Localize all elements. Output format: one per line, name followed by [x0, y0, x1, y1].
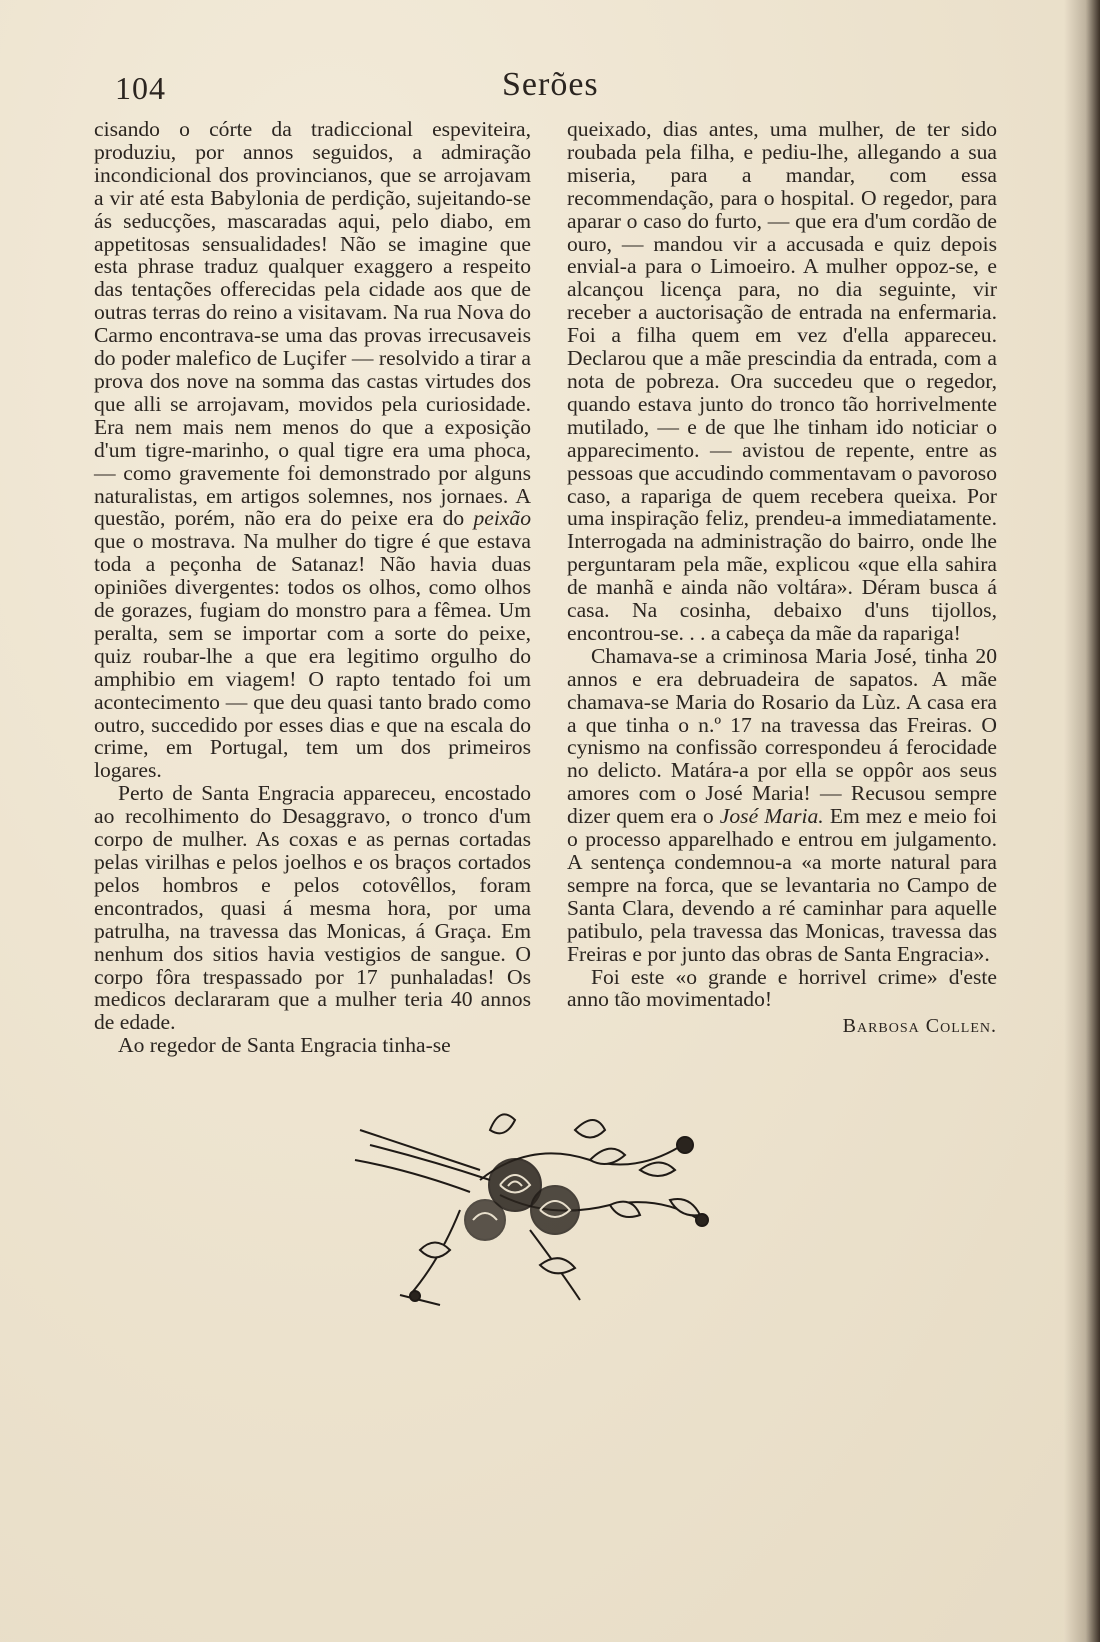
left-p1-text: cisando o córte da tradiccional espeviteira, produziu, por annos seguidos, a admiração incondicional dos provincianos, que se arrojavam a vir até esta Babylonia de perdição, sujeitando-se ás seducções, mascaradas aqui, pelo diabo, em appetitosas sensualidades! Não se imagine que esta phrase traduz qualquer exaggero a respeito das tentações offerecidas pela cidade aos que de outras terras do reino a visitavam. Na rua Nova do Carmo encontrava-se uma das provas irrecusaveis do poder malefico de Luçifer — resolvido a tirar a prova dos nove na somma das castas virtudes dos que alli se arrojavam, movidos pela curiosidade. Era nem mais nem menos do que a exposição d'um tigre-marinho, o qual tigre era uma phoca, — como gravemente foi demonstrado por alguns naturalistas, em artigos solemnes, nos jornaes. A questão, porém, não era do peixe era do — [94, 117, 531, 531]
left-p1-end: que o mostrava. Na mulher do tigre é que estava toda a peçonha de Satanaz! Não havia duas opiniões divergentes: todos os olhos, como olhos de gorazes, fugiam do monstro para a fêmea. Um peralta, sem se importar com a sorte do peixe, quiz roubar-lhe a que era legitimo orgulho do amphibio em viagem! O rapto tentado foi um acontecimento — que deu quasi tanto brado como outro, succedido por esses dias e que na escala do crime, em Portugal, tem um dos primeiros logares. — [94, 529, 531, 783]
left-paragraph-3: Ao regedor de Santa Engracia tinha-se — [118, 1033, 451, 1058]
page-edge-shadow — [1064, 0, 1100, 1642]
right-paragraph-1: queixado, dias antes, uma mulher, de ter sido roubada pela filha, e pediu-lhe, allegando a sua miseria, para a mandar, com essa recommendação, para o hospital. O regedor, para aparar o caso do furto, — que era d'um cordão de ouro, — mandou vir a accusada e quiz depois envial-a para o Limoeiro. A mulher oppoz-se, e alcançou licença para, no dia seguinte, vir receber a auctorisação de entrada na enfermaria. Foi a filha quem em vez d'ella appareceu. Declarou que a mãe prescindia da entrada, com a nota de pobreza. Ora succedeu que o regedor, quando estava junto do tronco tão horrivelmente mutilado, — e de que lhe tinham ido noticiar o apparecimento. — avistou de repente, entre as pessoas que accudindo commentavam o pavoroso caso, a rapariga de quem recebera queixa. Por uma inspiração feliz, prendeu-a immediatamente. Interrogada na administração do bairro, onde lhe perguntaram pela mãe, explicou «que ella sahira de manhã e ainda não voltára». Déram busca á casa. Na cosinha, debaixo d'uns tijollos, encontrou-se. . . a cabeça da mãe da rapariga! — [567, 117, 997, 645]
right-p2-text: Chamava-se a criminosa Maria José, tinha 20 annos e era debruadeira de sapatos. A mãe chamava-se Maria do Rosario da Lùz. A casa era a que tinha o n.º 17 na travessa das Freiras. O cynismo na confissão correspondeu á ferocidade no delicto. Matára-a por ella se oppôr aos seus amores com o José Maria! — Recusou sempre dizer quem era o — [567, 643, 997, 829]
author-signature: Barbosa Collen. — [842, 1015, 997, 1038]
right-column — [567, 118, 997, 1038]
page-header — [0, 66, 1100, 116]
right-p2-end: Em mez e meio foi o processo apparelhado e entrou em julgamento. A sentença condemnou-a «a morte natural para sempre na forca, que se levantaria no Campo de Santa Clara, devendo a ré caminhar para aquelle patibulo, pela travessa das Monicas, travessa das Freiras e por junto das obras de Santa Engracia». — [567, 804, 998, 966]
floral-ornament-icon — [340, 1100, 720, 1310]
right-paragraph-2 — [567, 645, 997, 966]
italic-word-peixao: peixão — [473, 506, 532, 531]
page-number: 104 — [115, 70, 166, 106]
right-paragraph-3: Foi este «o grande e horrivel crime» d'este anno tão movimentado! — [567, 964, 997, 1012]
left-column — [94, 118, 531, 1057]
left-paragraph-2: Perto de Santa Engracia appareceu, encostado ao recolhimento do Desaggravo, o tronco d'um corpo de mulher. As coxas e as pernas cortadas pelas virilhas e pelos joelhos e os braços cortados pelos hombros e pelos cotovêllos, foram encontrados, quasi á mesma hora, por uma patrulha, na travessa das Monicas, á Graça. Em nenhum dos sitios havia vestigios de sangue. O corpo fôra trespassado por 17 punhaladas! Os medicos declararam que a mulher teria 40 annos de edade. — [94, 781, 531, 1035]
left-paragraph-1 — [94, 118, 531, 782]
running-title: Serões — [502, 66, 599, 103]
italic-name-jose-maria: José Maria. — [719, 804, 824, 829]
